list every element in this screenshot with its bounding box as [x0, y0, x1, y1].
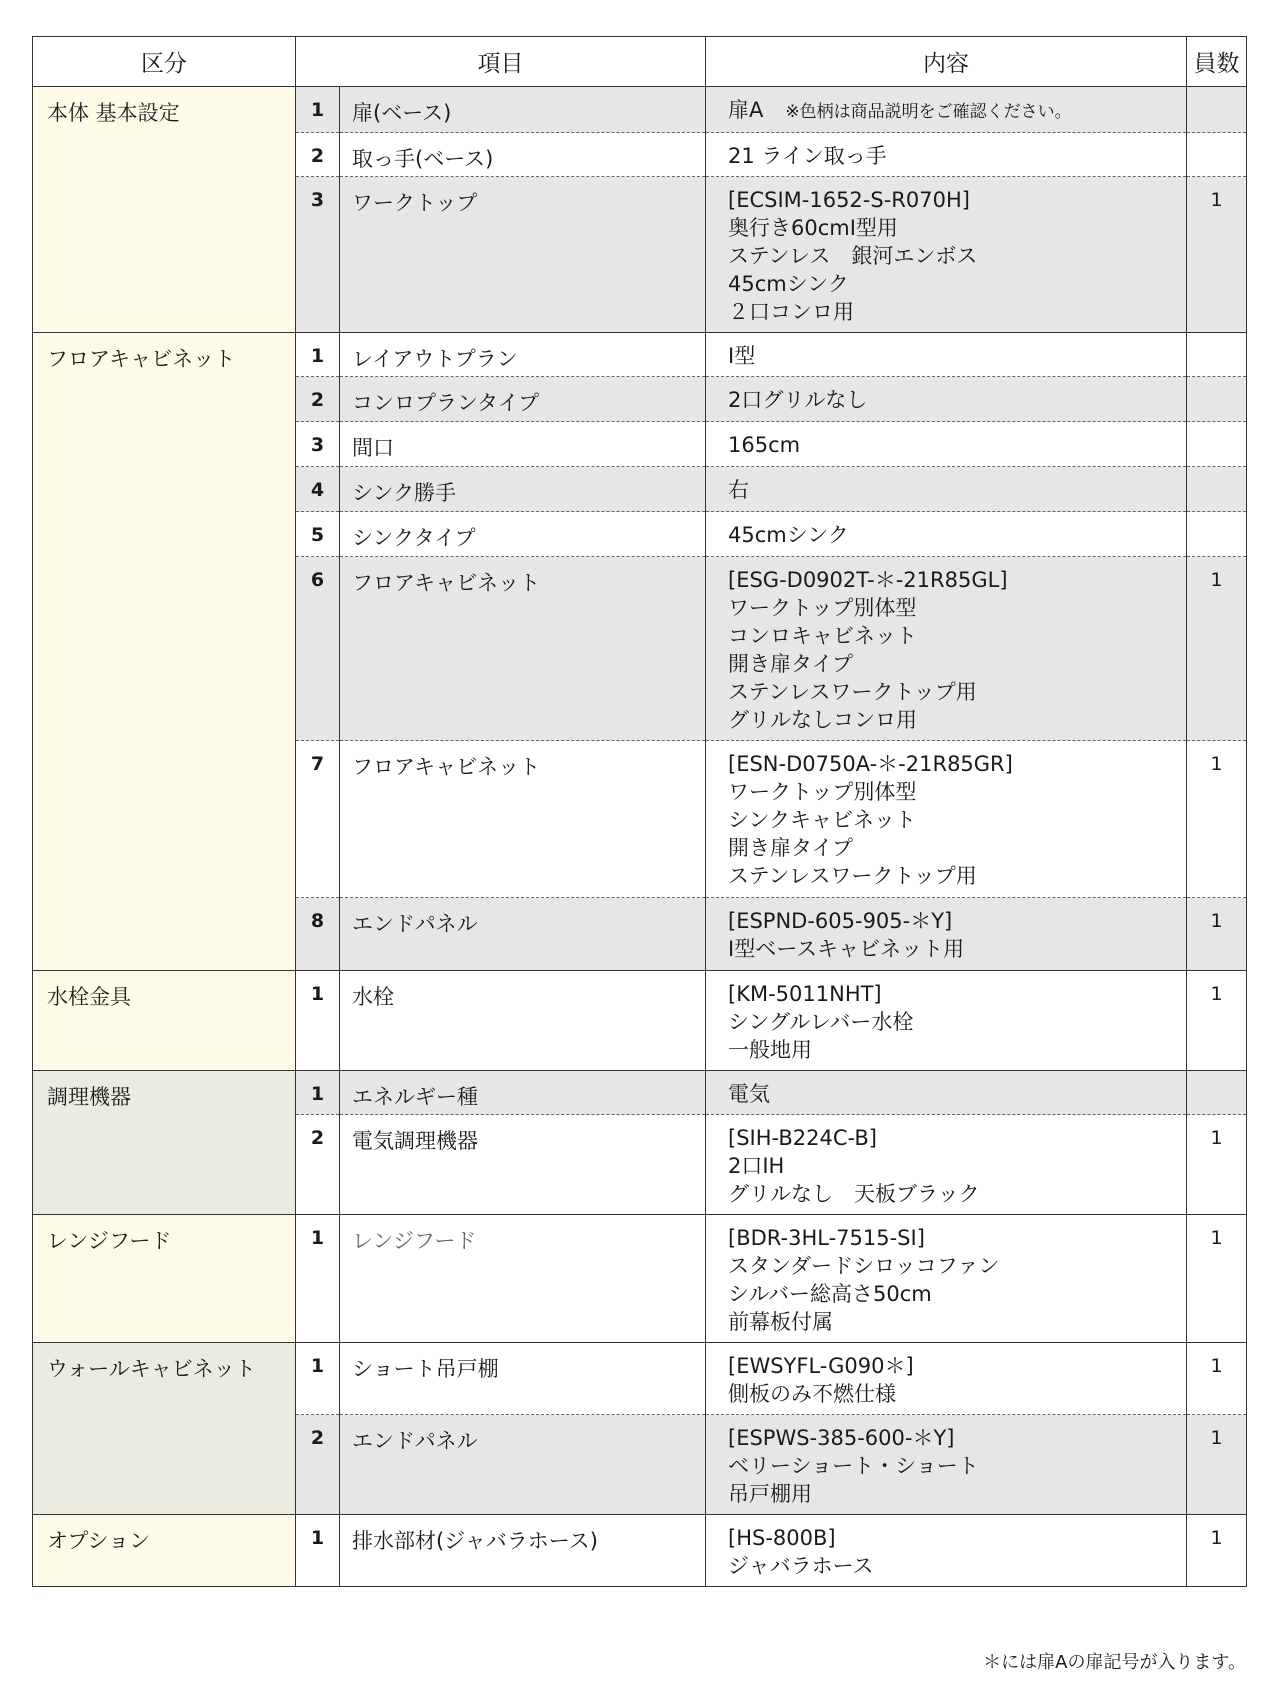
content-line: ワークトップ別体型	[728, 596, 917, 620]
category-cell: フロアキャビネット	[33, 333, 296, 971]
header-category: 区分	[33, 37, 296, 87]
content-line: ワークトップ別体型	[728, 780, 917, 804]
item-name: エンドパネル	[340, 1415, 706, 1515]
content-cell	[706, 333, 1187, 377]
row-number: 8	[296, 898, 340, 971]
header-qty: 員数	[1187, 37, 1247, 87]
category-cell: ウォールキャビネット	[33, 1343, 296, 1515]
table-row	[33, 1343, 1247, 1415]
quantity-cell	[1187, 87, 1247, 133]
content-line: I型ベースキャビネット用	[728, 937, 965, 961]
table-row	[33, 1515, 1247, 1587]
content-cell	[706, 1415, 1187, 1515]
content-cell	[706, 1515, 1187, 1587]
content-line: 一般地用	[728, 1038, 812, 1062]
content-line: グリルなしコンロ用	[728, 708, 917, 732]
category-cell: 本体 基本設定	[33, 87, 296, 333]
content-cell	[706, 1071, 1187, 1115]
quantity-cell: 1	[1187, 177, 1247, 333]
item-name: ショート吊戸棚	[340, 1343, 706, 1415]
product-code: [ESG-D0902T-＊-21R85GL]	[728, 568, 1008, 592]
quantity-cell	[1187, 512, 1247, 557]
item-name: 扉(ベース)	[340, 87, 706, 133]
row-number: 7	[296, 741, 340, 898]
row-number: 1	[296, 1343, 340, 1415]
content-line-with-note	[728, 96, 1186, 126]
quantity-cell: 1	[1187, 741, 1247, 898]
item-name: レンジフード	[340, 1215, 706, 1343]
content-line: 2口IH	[728, 1154, 785, 1178]
content-cell	[706, 87, 1187, 133]
content-cell	[706, 1215, 1187, 1343]
content-line: シングルレバー水栓	[728, 1010, 914, 1034]
content-line: I型	[728, 344, 756, 368]
row-number: 1	[296, 87, 340, 133]
item-name: 排水部材(ジャバラホース)	[340, 1515, 706, 1587]
content-cell	[706, 898, 1187, 971]
content-cell	[706, 741, 1187, 898]
content-line: 開き扉タイプ	[728, 836, 853, 860]
spec-table	[32, 36, 1247, 1587]
row-number: 1	[296, 333, 340, 377]
product-code: [KM-5011NHT]	[728, 982, 882, 1006]
header-row	[33, 37, 1247, 87]
row-number: 5	[296, 512, 340, 557]
content-line: 吊戸棚用	[728, 1482, 812, 1506]
product-code: [ECSIM-1652-S-R070H]	[728, 188, 970, 212]
row-number: 3	[296, 177, 340, 333]
quantity-cell: 1	[1187, 1343, 1247, 1415]
quantity-cell: 1	[1187, 1415, 1247, 1515]
quantity-cell: 1	[1187, 557, 1247, 741]
content-cell	[706, 557, 1187, 741]
product-code: [ESPND-605-905-＊Y]	[728, 909, 953, 933]
category-cell: 水栓金具	[33, 971, 296, 1071]
row-number: 1	[296, 1071, 340, 1115]
content-cell	[706, 971, 1187, 1071]
content-cell	[706, 422, 1187, 467]
content-line: シンクキャビネット	[728, 808, 917, 832]
row-number: 2	[296, 1115, 340, 1215]
item-name: レイアウトプラン	[340, 333, 706, 377]
product-code: [ESN-D0750A-＊-21R85GR]	[728, 752, 1013, 776]
content-line: 165cm	[728, 433, 801, 457]
footer-note: ＊には扉Aの扉記号が入ります。	[983, 1652, 1246, 1673]
quantity-cell	[1187, 467, 1247, 512]
content-line: ステンレスワークトップ用	[728, 680, 977, 704]
product-code: [EWSYFL-G090＊]	[728, 1354, 914, 1378]
content-line: 21 ライン取っ手	[728, 144, 887, 168]
content-line: ステンレス 銀河エンボス	[728, 244, 978, 268]
content-line: 45cmシンク	[728, 523, 849, 547]
row-number: 1	[296, 1215, 340, 1343]
content-line: スタンダードシロッコファン	[728, 1254, 1000, 1278]
content-line: 2口グリルなし	[728, 388, 868, 412]
content-line: 45cmシンク	[728, 272, 849, 296]
item-name: 電気調理機器	[340, 1115, 706, 1215]
category-cell: オプション	[33, 1515, 296, 1587]
content-cell	[706, 177, 1187, 333]
quantity-cell	[1187, 1071, 1247, 1115]
row-number: 2	[296, 377, 340, 422]
product-code: [BDR-3HL-7515-SI]	[728, 1226, 925, 1250]
category-cell: レンジフード	[33, 1215, 296, 1343]
content-cell	[706, 1115, 1187, 1215]
content-cell	[706, 1343, 1187, 1415]
quantity-cell: 1	[1187, 1115, 1247, 1215]
header-item: 項目	[296, 37, 706, 87]
content-line: 電気	[728, 1082, 770, 1106]
content-line: 奥行き60cmI型用	[728, 216, 898, 240]
row-number: 6	[296, 557, 340, 741]
content-cell	[706, 467, 1187, 512]
item-name: 取っ手(ベース)	[340, 133, 706, 177]
content-line: シルバー総高さ50cm	[728, 1282, 932, 1306]
header-content: 内容	[706, 37, 1187, 87]
content-line: 前幕板付属	[728, 1310, 833, 1334]
item-name: コンロプランタイプ	[340, 377, 706, 422]
item-name: ワークトップ	[340, 177, 706, 333]
table-row	[33, 1215, 1247, 1343]
quantity-cell: 1	[1187, 1515, 1247, 1587]
content-line: ２口コンロ用	[728, 300, 854, 324]
product-code: [SIH-B224C-B]	[728, 1126, 877, 1150]
row-number: 1	[296, 1515, 340, 1587]
content-cell	[706, 512, 1187, 557]
item-name: シンクタイプ	[340, 512, 706, 557]
content-line: 開き扉タイプ	[728, 652, 853, 676]
row-number: 2	[296, 133, 340, 177]
quantity-cell: 1	[1187, 1215, 1247, 1343]
quantity-cell	[1187, 333, 1247, 377]
table-body	[33, 87, 1247, 1587]
content-line: ベリーショート・ショート	[728, 1454, 979, 1478]
content-line: コンロキャビネット	[728, 624, 917, 648]
row-number: 3	[296, 422, 340, 467]
color-note: ※色柄は商品説明をご確認ください。	[785, 102, 1072, 122]
content-cell	[706, 133, 1187, 177]
item-name: フロアキャビネット	[340, 741, 706, 898]
content-line: ステンレスワークトップ用	[728, 864, 977, 888]
item-name: フロアキャビネット	[340, 557, 706, 741]
content-cell	[706, 377, 1187, 422]
quantity-cell: 1	[1187, 971, 1247, 1071]
quantity-cell	[1187, 133, 1247, 177]
item-name: エネルギー種	[340, 1071, 706, 1115]
quantity-cell: 1	[1187, 898, 1247, 971]
table-row	[33, 971, 1247, 1071]
category-cell: 調理機器	[33, 1071, 296, 1215]
item-name: 間口	[340, 422, 706, 467]
item-name: エンドパネル	[340, 898, 706, 971]
table-row	[33, 333, 1247, 377]
content-line: 側板のみ不燃仕様	[728, 1382, 896, 1406]
row-number: 2	[296, 1415, 340, 1515]
content-line: グリルなし 天板ブラック	[728, 1182, 980, 1206]
table-row	[33, 1071, 1247, 1115]
content-line: 扉A	[728, 98, 764, 122]
content-line: ジャバラホース	[728, 1554, 874, 1578]
table-row	[33, 87, 1247, 133]
quantity-cell	[1187, 422, 1247, 467]
product-code: [ESPWS-385-600-＊Y]	[728, 1426, 955, 1450]
content-line: 右	[728, 478, 749, 502]
row-number: 1	[296, 971, 340, 1071]
product-code: [HS-800B]	[728, 1526, 836, 1550]
row-number: 4	[296, 467, 340, 512]
item-name: シンク勝手	[340, 467, 706, 512]
quantity-cell	[1187, 377, 1247, 422]
item-name: 水栓	[340, 971, 706, 1071]
